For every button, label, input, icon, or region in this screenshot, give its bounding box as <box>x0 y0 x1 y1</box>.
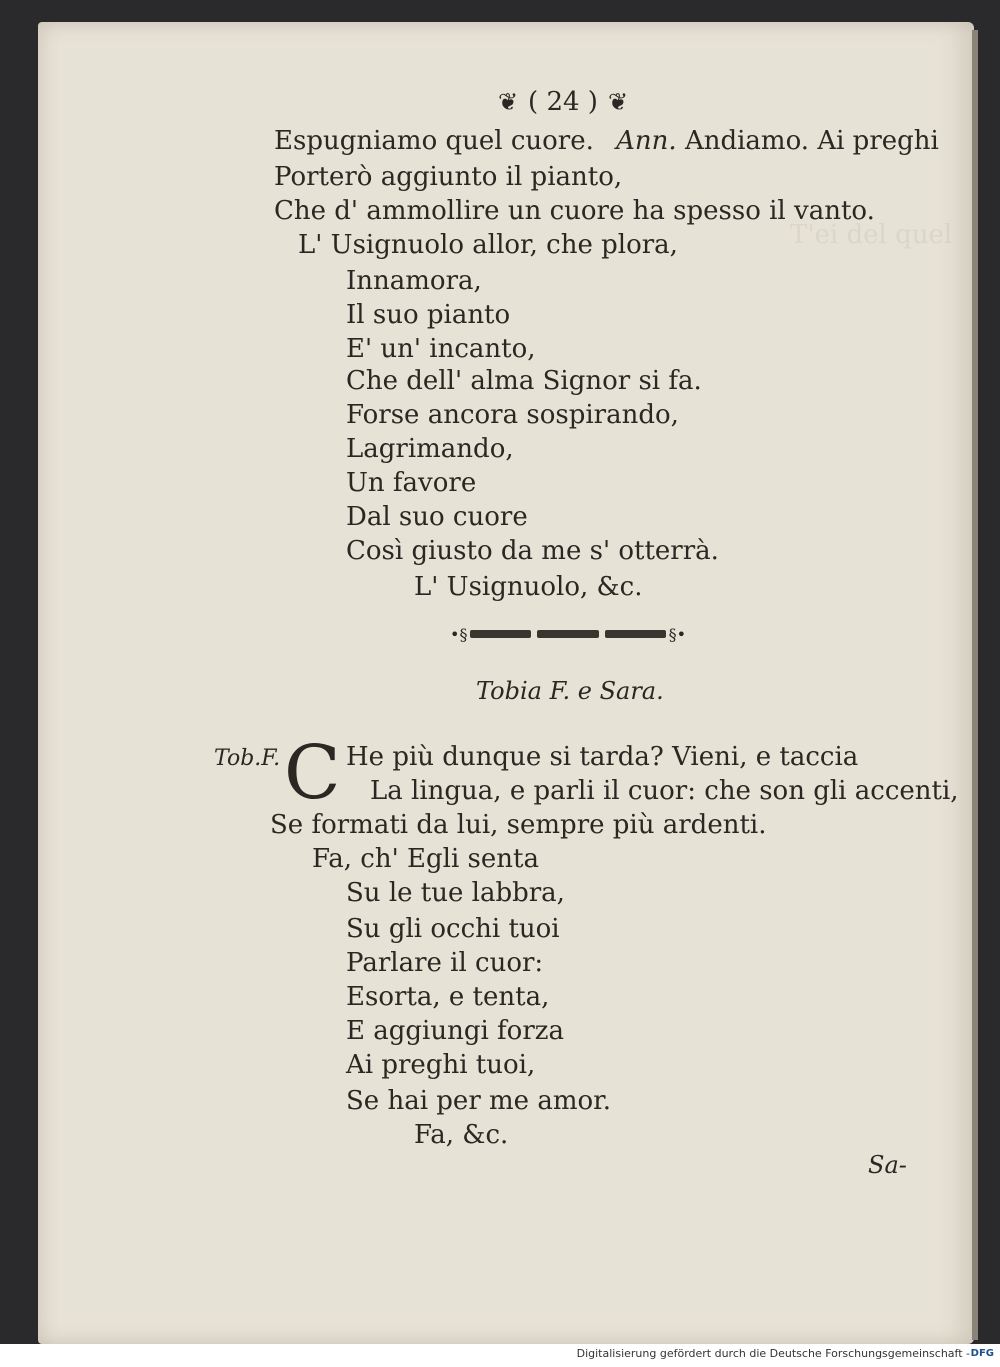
bleed-through-text: T'ei del quel <box>790 220 953 250</box>
verse-text: Espugniamo quel cuore. <box>274 126 594 156</box>
verse-line: He più dunque si tarda? Vieni, e taccia <box>346 742 859 772</box>
verse-line: Lagrimando, <box>346 434 514 464</box>
verse-line: L' Usignuolo, &c. <box>414 572 643 602</box>
page-number: ( 24 ) <box>528 87 598 117</box>
page-edge <box>972 30 978 1340</box>
verse-line: Un favore <box>346 468 477 498</box>
ornament-left-icon: ❦ <box>497 88 519 116</box>
footer-bar <box>0 1344 1000 1367</box>
verse-line: Fa, &c. <box>414 1120 509 1150</box>
divider-end-icon: •§ <box>450 624 468 644</box>
verse-line: Il suo pianto <box>346 300 511 330</box>
verse-line: Innamora, <box>346 266 482 296</box>
verse-line: Che d' ammollire un cuore ha spesso il vanto. <box>274 196 875 226</box>
drop-cap: C <box>284 730 341 816</box>
verse-line: Su le tue labbra, <box>346 878 565 908</box>
scene-heading: Tobia F. e Sara. <box>476 677 664 705</box>
verse-line: Così giusto da me s' otterrà. <box>346 536 719 566</box>
catchword: Sa- <box>868 1151 907 1179</box>
verse-text: Andiamo. Ai preghi <box>684 126 939 156</box>
divider-bar <box>537 630 598 638</box>
verse-line: Se formati da lui, sempre più ardenti. <box>270 810 767 840</box>
ornament-right-icon: ❦ <box>607 88 629 116</box>
verse-line: Su gli occhi tuoi <box>346 914 560 944</box>
divider-end-icon: §• <box>668 624 687 644</box>
speaker-label: Tob.F. <box>214 746 281 771</box>
verse-line: L' Usignuolo allor, che plora, <box>298 230 678 260</box>
verse-line: Esorta, e tenta, <box>346 982 550 1012</box>
page-header <box>448 84 678 120</box>
divider-bar <box>605 630 666 638</box>
speaker-label: Ann. <box>616 126 677 156</box>
verse-line: Porterò aggiunto il pianto, <box>274 162 623 192</box>
dfg-logo: DFG <box>970 1348 994 1359</box>
verse-line: Fa, ch' Egli senta <box>312 844 539 874</box>
verse-line: Ai preghi tuoi, <box>346 1050 536 1080</box>
verse-line: E' un' incanto, <box>346 334 536 364</box>
verse-line: Che dell' alma Signor si fa. <box>346 366 702 396</box>
divider-bar <box>470 630 531 638</box>
verse-line <box>274 126 939 156</box>
verse-line: Forse ancora sospirando, <box>346 400 679 430</box>
funding-note: Digitalisierung gefördert durch die Deutsche Forschungsgemeinschaft - <box>576 1347 970 1360</box>
ornamental-divider <box>450 624 686 644</box>
verse-line: E aggiungi forza <box>346 1016 564 1046</box>
verse-line: La lingua, e parli il cuor: che son gli accenti, <box>370 776 959 806</box>
verse-line: Parlare il cuor: <box>346 948 544 978</box>
verse-line: Se hai per me amor. <box>346 1086 611 1116</box>
verse-line: Dal suo cuore <box>346 502 528 532</box>
